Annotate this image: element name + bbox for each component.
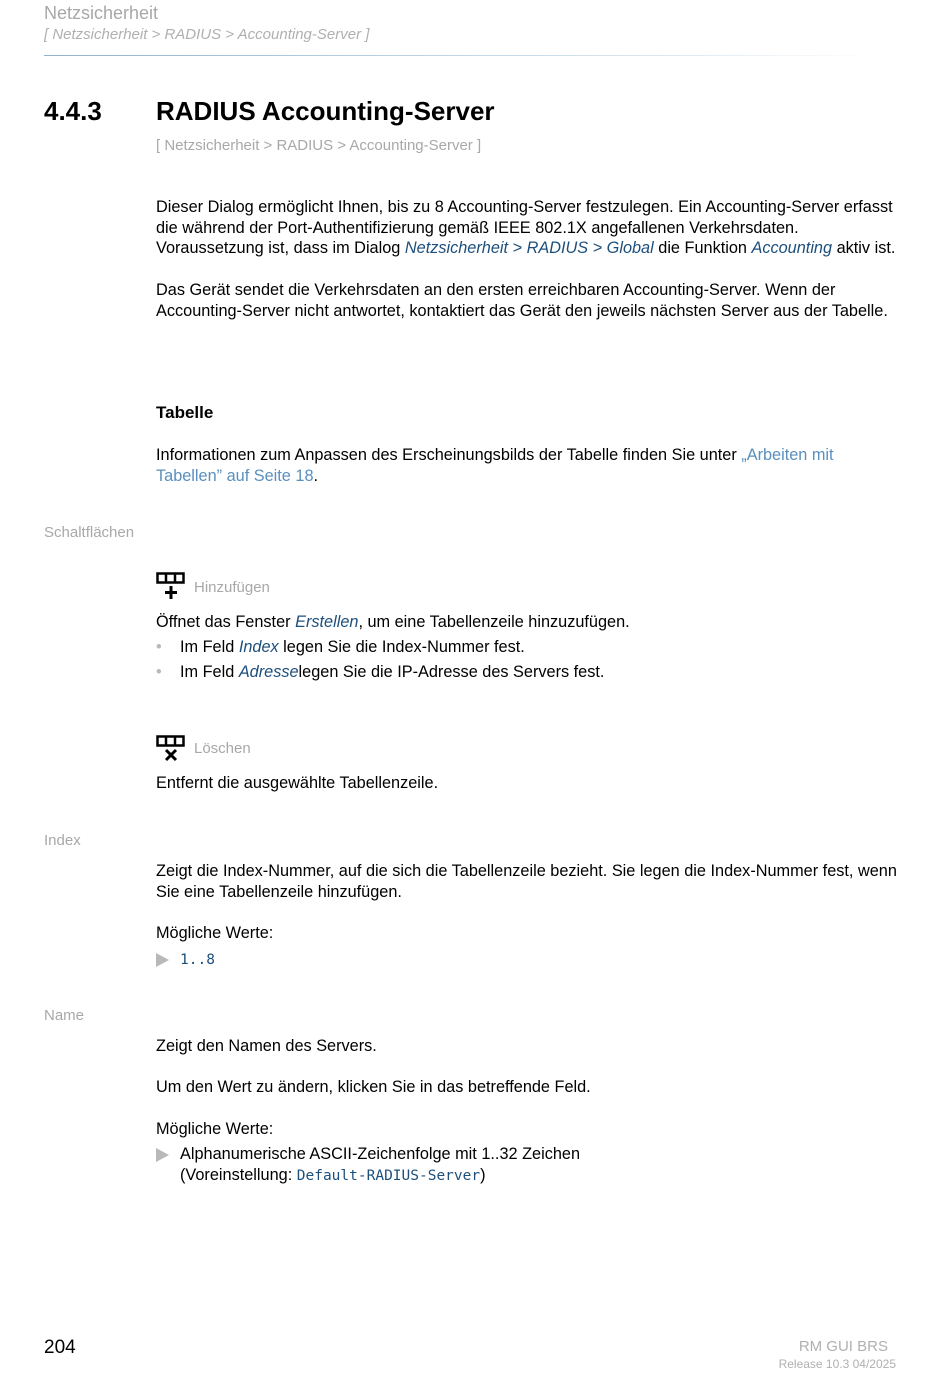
delete-button-description: Entfernt die ausgewählte Tabellenzeile. (156, 774, 439, 792)
side-label-buttons: Schaltflächen (44, 524, 135, 541)
table-delete-row-icon (156, 735, 186, 763)
bullet-dot: • (156, 638, 162, 656)
section-number: 4.4.3 (44, 96, 102, 126)
section-title: RADIUS Accounting-Server (156, 96, 495, 126)
name-values-label: Mögliche Werte: (156, 1120, 274, 1138)
list-item: Alphanumerische ASCII-Zeichenfolge mit 1..32 Zeichen (Voreinstellung: Default-RADIUS-Server) (156, 1144, 901, 1186)
index-value-range: 1..8 (180, 952, 215, 968)
intro-paragraph-1: Dieser Dialog ermöglicht Ihnen, bis zu 8 Accounting-Server festzulegen. Ein Accounting-Server erfasst die während der Port-Authentifizierung gemäß IEEE 802.1X angefallenen Verkehrsdaten. Voraussetzung ist, dass im Dialog Netzsicherheit > RADIUS > Global die Funktion Accounting aktiv ist. (156, 198, 896, 258)
index-values-label: Mögliche Werte: (156, 924, 274, 942)
list-item: • Im Feld Adresselegen Sie die IP-Adresse des Servers fest. (156, 663, 605, 681)
ui-ref-adresse: Adresse (238, 663, 299, 681)
triangle-bullet-icon (156, 1148, 169, 1162)
name-default-value: Default-RADIUS-Server (296, 1167, 481, 1184)
table-add-row-icon (156, 572, 186, 600)
index-values-list (156, 949, 901, 971)
add-button-description: Öffnet das Fenster Erstellen, um eine Tabellenzeile hinzuzufügen. (156, 613, 630, 631)
ui-ref-erstellen: Erstellen (295, 613, 359, 631)
ui-ref-global-dialog: Netzsicherheit > RADIUS > Global (404, 239, 654, 258)
name-values-list (156, 1144, 901, 1186)
name-description-2: Um den Wert zu ändern, klicken Sie in das betreffende Feld. (156, 1078, 591, 1096)
ui-ref-accounting: Accounting (751, 239, 833, 258)
footer-release: Release 10.3 04/2025 (778, 1357, 896, 1371)
delete-button-label: Löschen (194, 740, 251, 757)
header-divider (44, 55, 874, 56)
side-label-index: Index (44, 832, 81, 849)
footer-document-name: RM GUI BRS (798, 1338, 888, 1355)
running-header-path: [ Netzsicherheit > RADIUS > Accounting-Server ] (44, 26, 370, 43)
page-number: 204 (44, 1337, 76, 1358)
name-description: Zeigt den Namen des Servers. (156, 1037, 377, 1055)
add-button-bullets (156, 637, 901, 687)
bullet-dot: • (156, 663, 162, 681)
side-label-name: Name (44, 1007, 85, 1024)
add-button-label: Hinzufügen (194, 579, 270, 596)
link-working-with-tables[interactable]: „Arbeiten mit Tabellen” auf Seite 18 (156, 446, 834, 485)
table-info-paragraph: Informationen zum Anpassen des Erscheinungsbilds der Tabelle finden Sie unter „Arbeiten mit Tabellen” auf Seite 18. (156, 446, 834, 485)
section-breadcrumb: [ Netzsicherheit > RADIUS > Accounting-Server ] (156, 137, 482, 154)
triangle-bullet-icon (156, 953, 169, 967)
ui-ref-index: Index (238, 638, 279, 656)
running-header-title: Netzsicherheit (44, 3, 159, 23)
list-item (156, 949, 901, 971)
list-item: • Im Feld Index legen Sie die Index-Nummer fest. (156, 638, 525, 656)
subheading-tabelle: Tabelle (156, 403, 214, 422)
index-description: Zeigt die Index-Nummer, auf die sich die Tabellenzeile bezieht. Sie legen die Index-Nummer fest, wenn Sie eine Tabellenzeile hinzufügen. (156, 862, 897, 901)
intro-paragraph-2: Das Gerät sendet die Verkehrsdaten an den ersten erreichbaren Accounting-Server. Wenn der Accounting-Server nicht antwortet, kontaktiert das Gerät den jeweils nächsten Server aus der Tabelle. (156, 281, 888, 320)
